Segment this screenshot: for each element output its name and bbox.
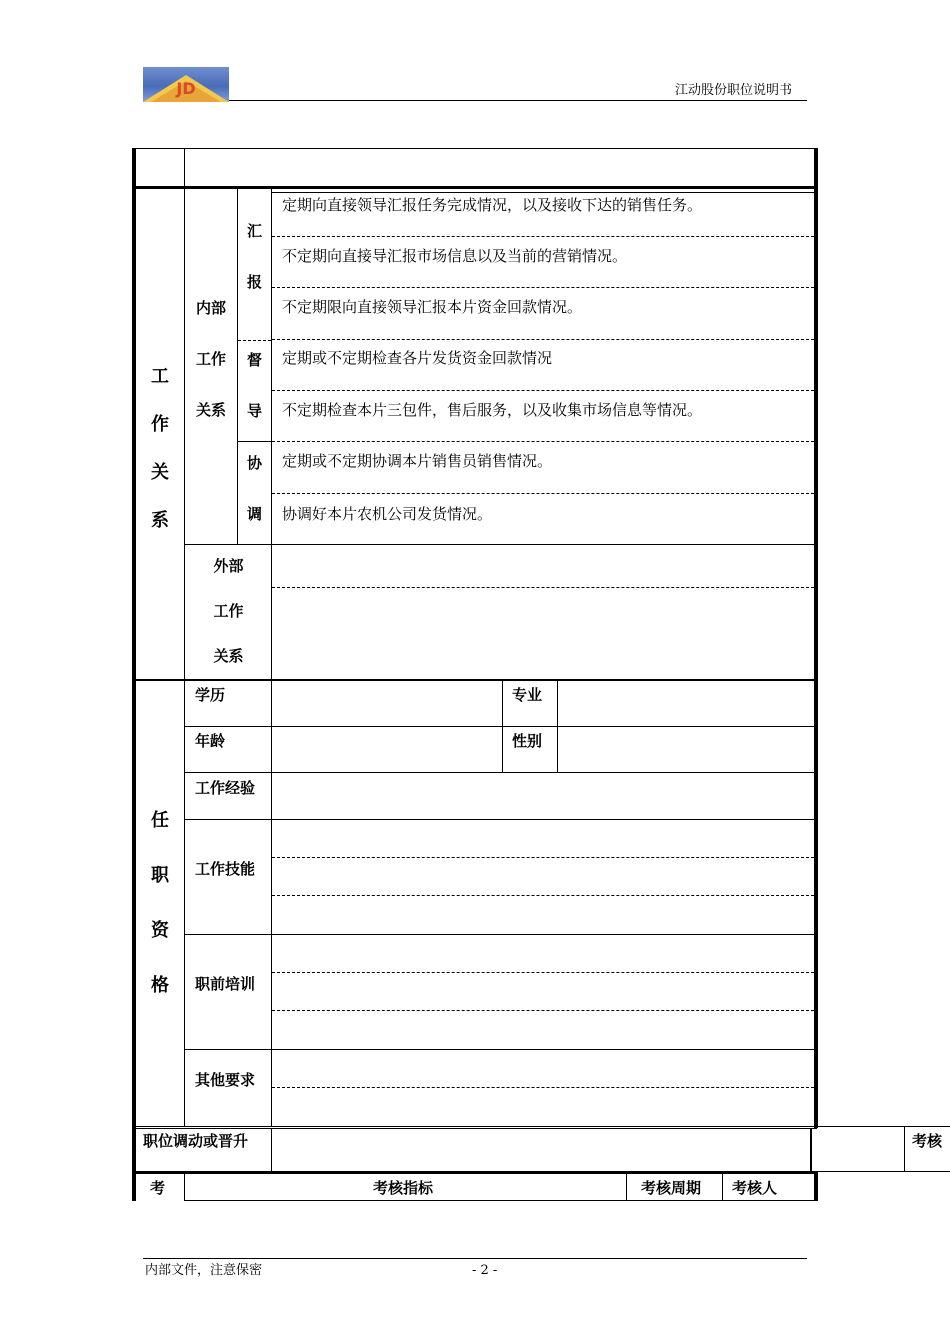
work-relations-section-label: 工 作 关 系 [151,366,169,531]
report-item: 定期向直接领导汇报任务完成情况，以及接收下达的销售任务。 [282,196,703,214]
footer-rule [143,1258,807,1259]
other-requirements-label: 其他要求 [195,1071,256,1089]
supervise-item: 不定期检查本片三包件，售后服务，以及收集市场信息等情况。 [282,401,703,419]
coordinate-item: 协调好本片农机公司发货情况。 [282,505,493,523]
gender-label: 性别 [512,732,543,750]
supervise-item: 定期或不定期检查各片发货资金回款情况 [282,349,553,367]
report-item: 不定期向直接导汇报市场信息以及当前的营销情况。 [282,247,628,265]
svg-text:JD: JD [176,79,196,98]
experience-label: 工作经验 [195,779,256,797]
confidential-note: 内部文件，注意保密 [145,1263,263,1278]
coordinate-item: 定期或不定期协调本片销售员销售情况。 [282,452,553,470]
indicator-header: 考核指标 [373,1179,434,1197]
document-title: 江动股份职位说明书 [675,83,793,98]
supervise-label: 督 导 [246,351,262,420]
header-rule [229,100,807,101]
report-label: 汇 报 [246,222,262,291]
internal-relations-label: 内部 工作 关系 [195,299,226,419]
company-logo [143,67,229,102]
qualifications-section-label: 任 职 资 格 [151,810,169,996]
assessment-side-label: 考核 [912,1132,943,1150]
assessor-header: 考核人 [732,1179,778,1197]
page-number: - 2 - [472,1263,498,1278]
training-label: 职前培训 [195,975,256,993]
period-header: 考核周期 [641,1179,702,1197]
external-relations-label: 外部 工作 关系 [213,557,244,665]
assessment-label: 考 [150,1179,166,1197]
age-label: 年龄 [195,732,226,750]
education-label: 学历 [195,686,226,704]
transfer-label: 职位调动或晋升 [143,1132,249,1150]
major-label: 专业 [512,686,543,704]
report-item: 不定期限向直接领导汇报本片资金回款情况。 [282,298,583,316]
skills-label: 工作技能 [195,860,256,878]
logo-graphic [143,67,229,102]
coordinate-label: 协 调 [246,454,262,523]
